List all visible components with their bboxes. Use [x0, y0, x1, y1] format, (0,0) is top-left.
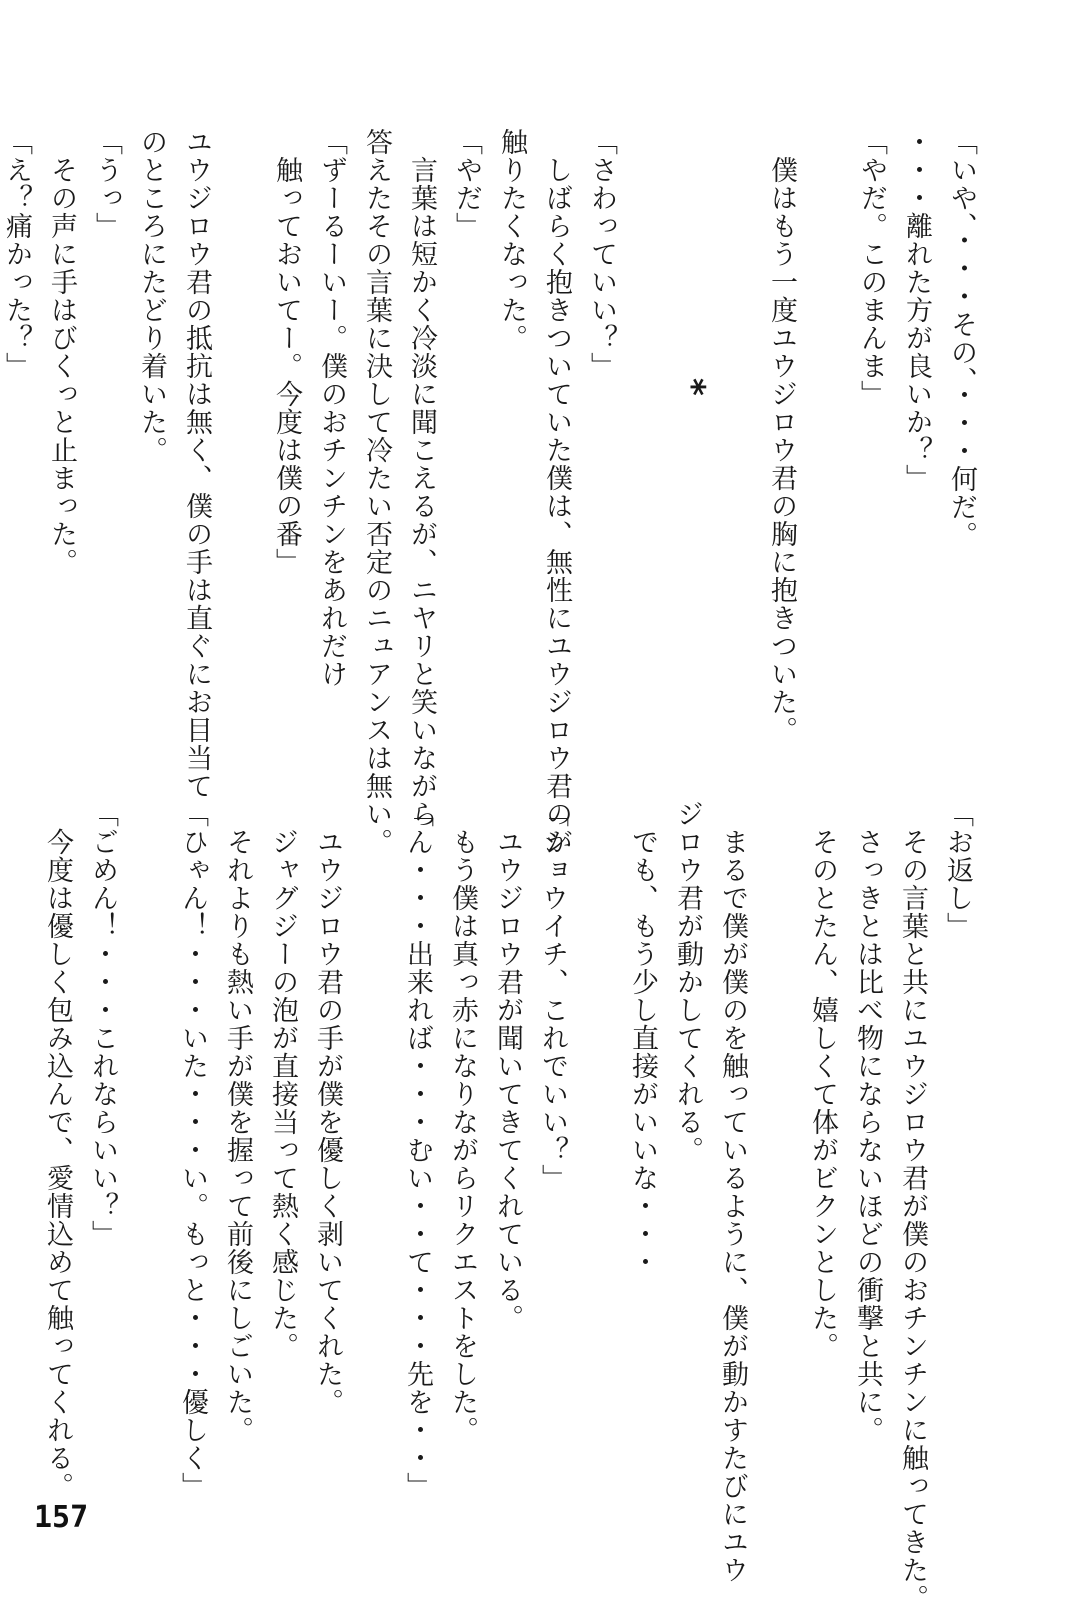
text-line: それよりも熱い手が僕を握って前後にしごいた。 [222, 800, 253, 1444]
text-line: ジロウ君が動かしてくれる。 [672, 800, 703, 1164]
text-line: 「ん・・・出来れば・・・むい・・て・・・先を・・」 [402, 800, 433, 1500]
text-line: 「ずーるーいー。僕のおチンチンをあれだけ [316, 128, 347, 688]
text-line [624, 128, 669, 748]
text-line: 触りたくなった。 [496, 128, 527, 352]
text-line: 答えたその言葉に決して冷たい否定のニュアンスは無い。 [361, 128, 392, 856]
text-line: その声に手はびくっと止まった。 [46, 128, 77, 576]
text-line: 「ひゃん！・・・いた・・・い。もっと・・・優しく」 [177, 800, 208, 1500]
text-line [125, 800, 170, 1480]
text-line: ・・・離れた方が良いか？」 [901, 128, 932, 492]
text-line: 今度は優しく包み込んで、愛情込めて触ってくれる。 [42, 800, 73, 1500]
page-number: 157 [34, 1500, 89, 1535]
text-line: 「ごめん！・・・これならいい？」 [87, 800, 118, 1248]
text-line: しばらく抱きついていた僕は、無性にユウジロウ君のが [541, 128, 572, 856]
text-line [755, 800, 800, 1480]
text-line [575, 800, 620, 1480]
text-line: ユウジロウ君の手が僕を優しく剥いてくれた。 [312, 800, 343, 1416]
text-line [714, 128, 759, 748]
text-line: まるで僕が僕のを触っているように、僕が動かすたびにユウ [717, 800, 748, 1584]
text-line: 僕はもう一度ユウジロウ君の胸に抱きついた。 [766, 128, 797, 744]
text-line: そのとたん、嬉しくて体がビクンとした。 [807, 800, 838, 1360]
text-line: さっきとは比べ物にならないほどの衝撃と共に。 [852, 800, 883, 1444]
text-line: 「え？痛かった？」 [1, 128, 32, 380]
text-line: 「うっ」 [91, 128, 122, 240]
text-line: 「やだ。このまんま」 [856, 128, 887, 408]
text-line: ユウジロウ君が聞いてきてくれている。 [492, 800, 523, 1332]
text-line: ユウジロウ君の抵抗は無く、僕の手は直ぐにお目当て [181, 128, 212, 800]
text-line: 触っておいてー。今度は僕の番」 [271, 128, 302, 576]
text-line: ジャグジーの泡が直接当って熱く感じた。 [267, 800, 298, 1360]
text-line: でも、もう少し直接がいいな・・・ [627, 800, 658, 1276]
section-break-asterisk: * [672, 378, 712, 397]
text-line: 「お返し」 [942, 800, 973, 940]
text-line: 「さわっていい？」 [586, 128, 617, 380]
text-line: 「やだ」 [451, 128, 482, 240]
text-line: 「いや、・・・その、・・・何だ。 [946, 128, 977, 549]
text-line [0, 800, 35, 1480]
text-line: もう僕は真っ赤になりながらリクエストをした。 [447, 800, 478, 1444]
text-line: その言葉と共にユウジロウ君が僕のおチンチンに触ってきた。 [897, 800, 928, 1612]
top-text-block [0, 128, 984, 856]
text-line [350, 800, 395, 1480]
text-line: のところにたどり着いた。 [136, 128, 167, 464]
text-line: 「ショウイチ、これでいい？」 [537, 800, 568, 1192]
text-line [804, 128, 849, 748]
text-line [219, 128, 264, 748]
text-line: 言葉は短かく冷淡に聞こえるが、ニヤリと笑いながら [406, 128, 437, 828]
